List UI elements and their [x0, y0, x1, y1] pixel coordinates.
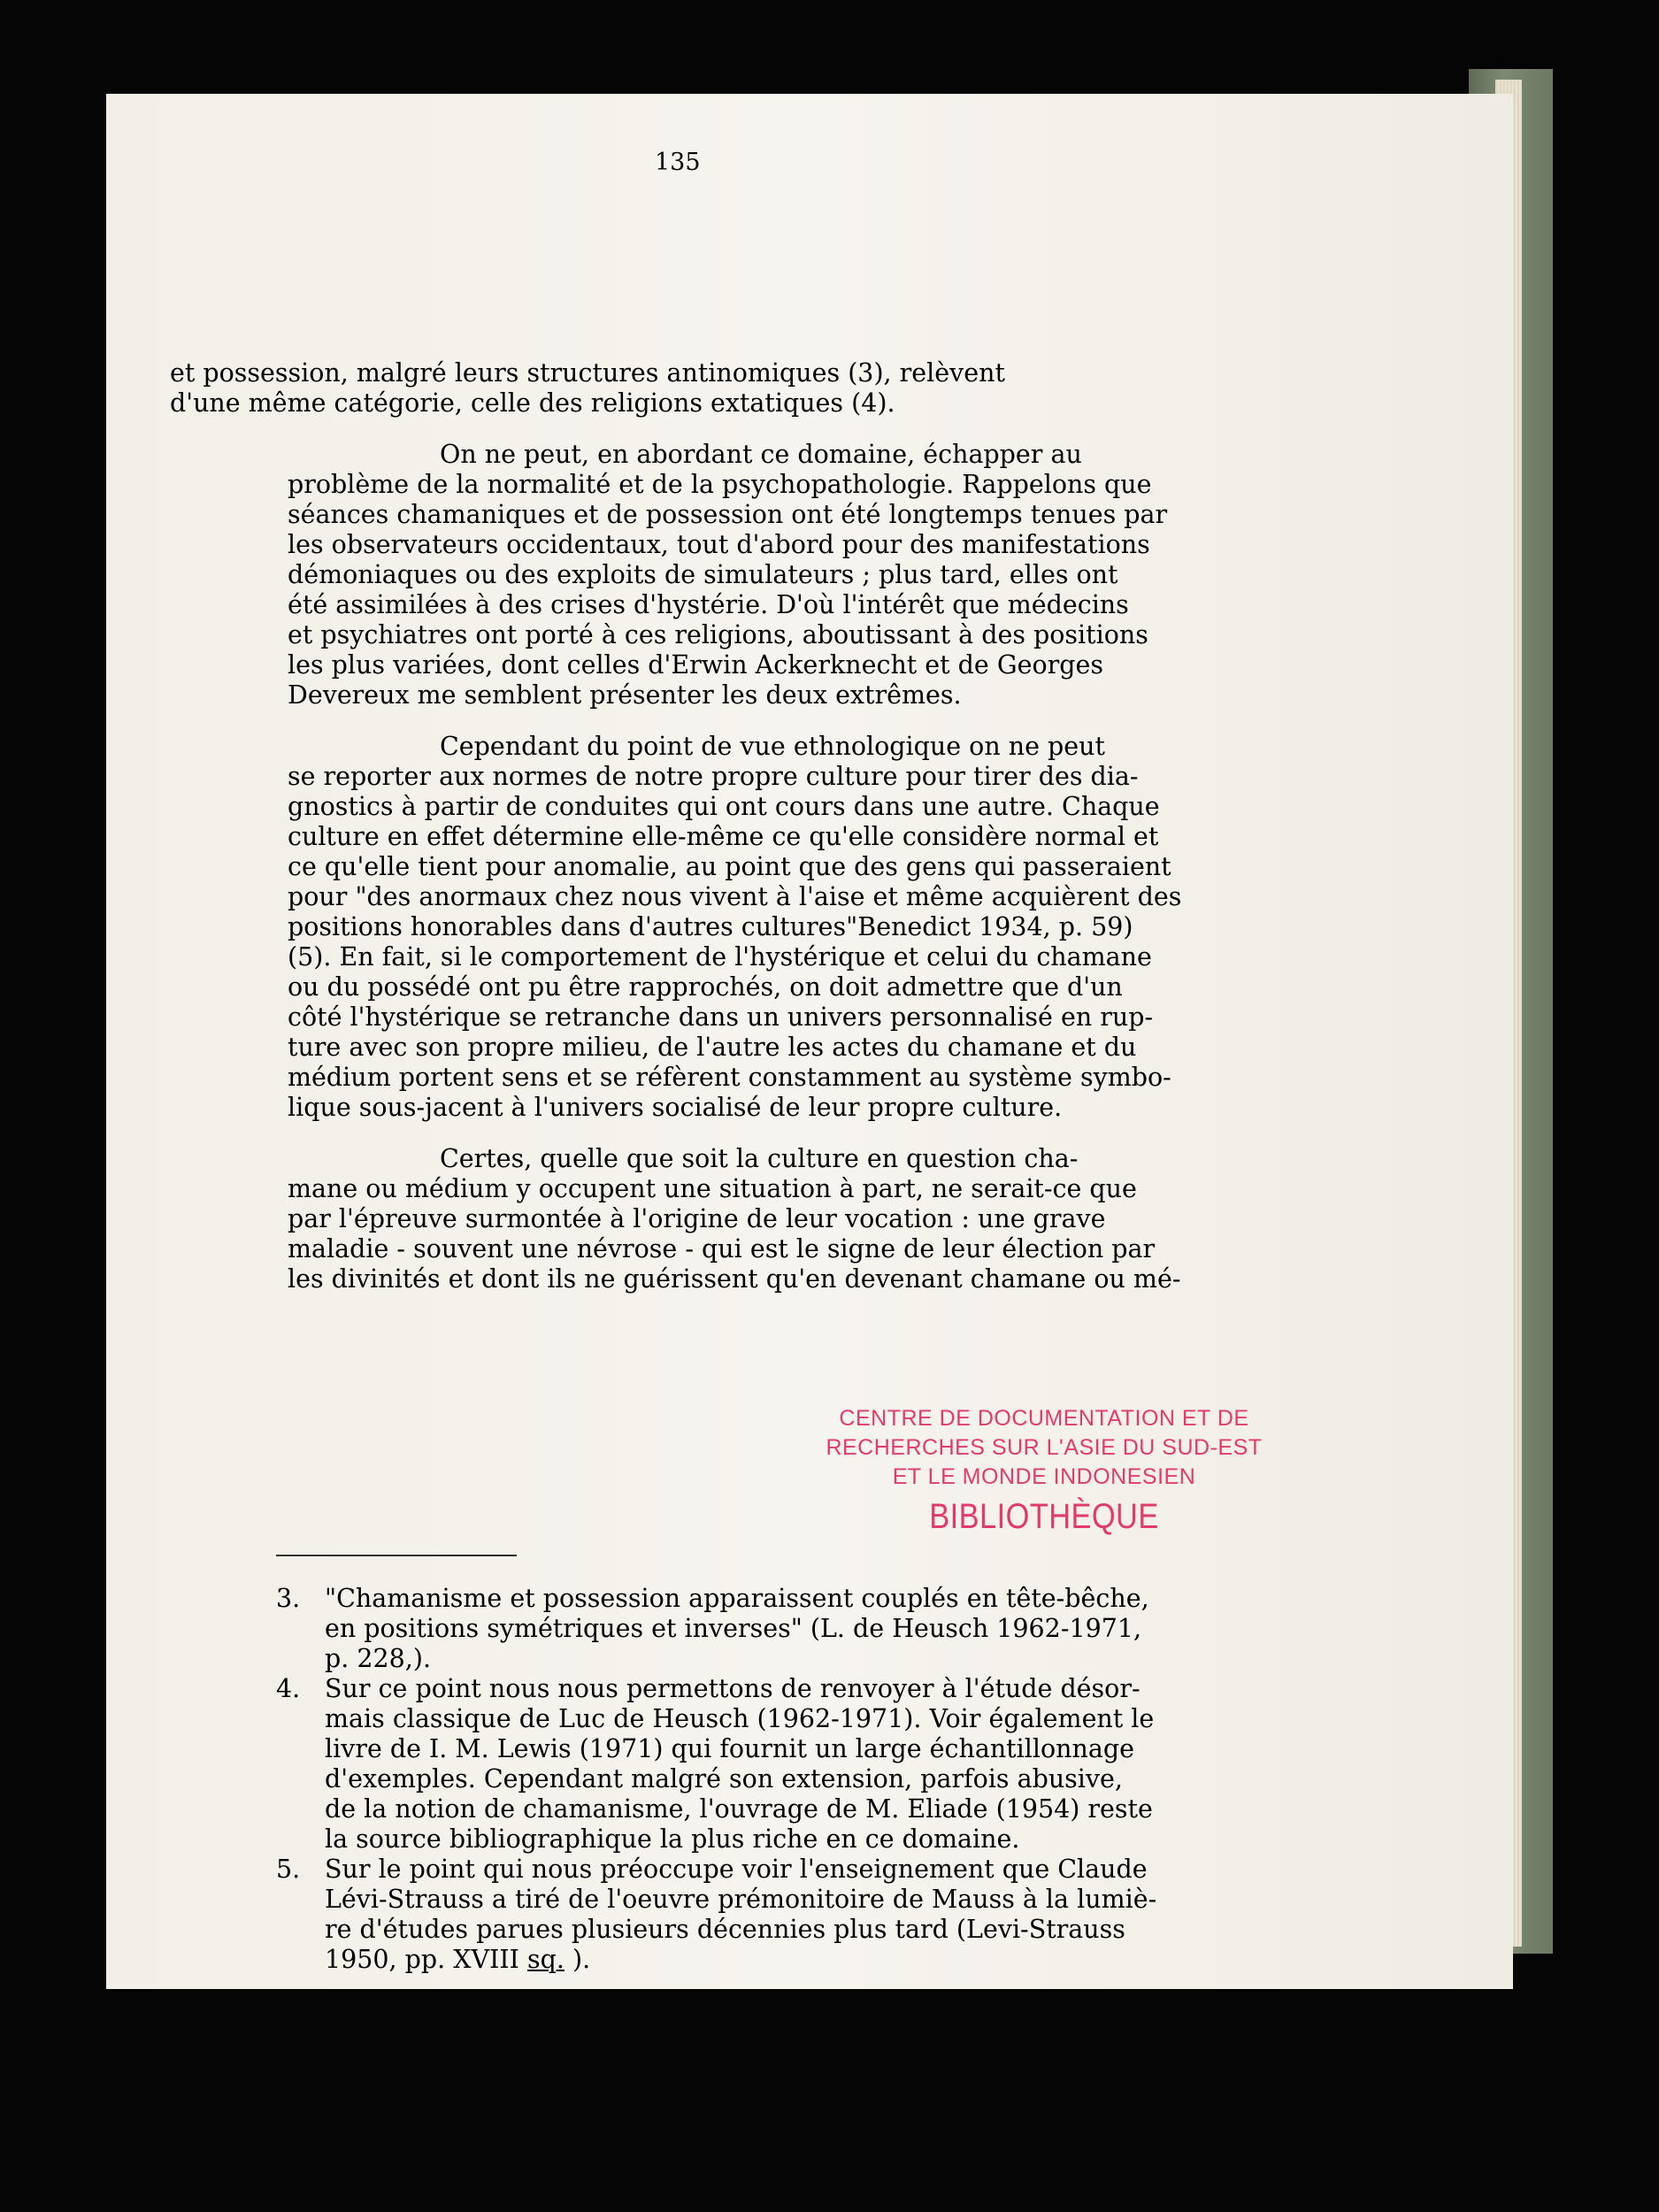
footnotes: [276, 1584, 1338, 1975]
text-line: d'une même catégorie, celle des religions extatiques (4).: [170, 388, 895, 418]
text-line: séances chamaniques et de possession ont été longtemps tenues par: [288, 500, 1168, 529]
text-line: Certes, quelle que soit la culture en question cha-: [440, 1144, 1079, 1173]
footnote-number: 5.: [276, 1855, 301, 1884]
text-line: en positions symétriques et inverses" (L. de Heusch 1962-1971,: [325, 1614, 1142, 1643]
text-line: On ne peut, en abordant ce domaine, échapper au: [440, 440, 1082, 469]
page-number: 135: [655, 149, 701, 176]
text-line: culture en effet détermine elle-même ce qu'elle considère normal et: [288, 822, 1159, 851]
footnote-4: [276, 1674, 1338, 1855]
text-line: lique sous-jacent à l'univers socialisé de leur propre culture.: [288, 1093, 1063, 1122]
stamp-title: BIBLIOTHÈQUE: [929, 1497, 1159, 1536]
text-line: côté l'hystérique se retranche dans un univers personnalisé en rup-: [288, 1002, 1154, 1032]
stamp-line: CENTRE DE DOCUMENTATION ET DE: [839, 1406, 1249, 1431]
text-line: de la notion de chamanisme, l'ouvrage de M. Eliade (1954) reste: [325, 1794, 1153, 1824]
library-stamp: [801, 1404, 1287, 1538]
text-line: médium portent sens et se réfèrent constamment au système symbo-: [288, 1063, 1171, 1092]
body-text: [170, 358, 1182, 1316]
text-line: livre de I. M. Lewis (1971) qui fournit un large échantillonnage: [325, 1734, 1134, 1763]
text-line: par l'épreuve surmontée à l'origine de leur vocation : une grave: [288, 1204, 1106, 1233]
text-line: ou du possédé ont pu être rapprochés, on doit admettre que d'un: [288, 972, 1123, 1002]
stamp-line: RECHERCHES SUR L'ASIE DU SUD-EST: [826, 1435, 1263, 1460]
text-line: démoniaques ou des exploits de simulateurs ; plus tard, elles ont: [288, 560, 1118, 589]
text-line: "Chamanisme et possession apparaissent couplés en tête-bêche,: [325, 1584, 1149, 1613]
footnote-rule: [276, 1555, 517, 1556]
text-line: (5). En fait, si le comportement de l'hystérique et celui du chamane: [288, 942, 1152, 972]
text-line: re d'études parues plusieurs décennies plus tard (Levi-Strauss: [325, 1915, 1125, 1944]
footnote-3: [276, 1584, 1338, 1674]
text-line: ture avec son propre milieu, de l'autre les actes du chamane et du: [288, 1033, 1137, 1062]
text-line: et psychiatres ont porté à ces religions, aboutissant à des positions: [288, 620, 1148, 649]
footnote-number: 4.: [276, 1674, 301, 1703]
text-line: Devereux me semblent présenter les deux extrêmes.: [288, 680, 962, 710]
footnote-number: 3.: [276, 1584, 301, 1613]
text-line: ce qu'elle tient pour anomalie, au point que des gens qui passeraient: [288, 852, 1171, 881]
text-line: se reporter aux normes de notre propre culture pour tirer des dia-: [288, 762, 1139, 791]
text-line: [325, 1945, 1338, 1975]
text-line: Sur ce point nous nous permettons de renvoyer à l'étude désor-: [325, 1674, 1141, 1703]
text-line: d'exemples. Cependant malgré son extension, parfois abusive,: [325, 1764, 1123, 1793]
text-line: maladie - souvent une névrose - qui est le signe de leur élection par: [288, 1234, 1156, 1263]
underlined-abbreviation: sq.: [526, 1945, 565, 1974]
text-line: Cependant du point de vue ethnologique on ne peut: [440, 732, 1105, 761]
paragraph-3: [288, 732, 1188, 1123]
text-line: positions honorables dans d'autres cultures"Benedict 1934, p. 59): [288, 912, 1133, 941]
text-line: problème de la normalité et de la psychopathologie. Rappelons que: [288, 470, 1152, 499]
text-line: les divinités et dont ils ne guérissent qu'en devenant chamane ou mé-: [288, 1264, 1181, 1294]
text-line: Lévi-Strauss a tiré de l'oeuvre prémonitoire de Mauss à la lumiè-: [325, 1885, 1157, 1914]
text-line: pour "des anormaux chez nous vivent à l'aise et même acquièrent des: [288, 882, 1182, 911]
text-fragment: ).: [564, 1945, 591, 1974]
text-line: Sur le point qui nous préoccupe voir l'enseignement que Claude: [325, 1855, 1148, 1884]
text-line: été assimilées à des crises d'hystérie. D'où l'intérêt que médecins: [288, 590, 1129, 619]
text-line: et possession, malgré leurs structures antinomiques (3), relèvent: [170, 358, 1005, 388]
text-line: mais classique de Luc de Heusch (1962-1971). Voir également le: [325, 1704, 1155, 1733]
text-line: les observateurs occidentaux, tout d'abord pour des manifestations: [288, 530, 1150, 559]
stamp-line: ET LE MONDE INDONESIEN: [892, 1464, 1196, 1489]
footnote-5: [276, 1855, 1338, 1975]
text-line: les plus variées, dont celles d'Erwin Ackerknecht et de Georges: [288, 650, 1104, 680]
paragraph-2: [288, 440, 1188, 710]
text-line: gnostics à partir de conduites qui ont cours dans une autre. Chaque: [288, 792, 1160, 821]
text-line: p. 228,).: [325, 1644, 431, 1673]
paragraph-1: [170, 358, 1170, 419]
text-fragment: 1950, pp. XVIII: [325, 1945, 527, 1974]
text-line: mane ou médium y occupent une situation à part, ne serait-ce que: [288, 1174, 1137, 1203]
paragraph-4: [288, 1144, 1188, 1294]
text-line: la source bibliographique la plus riche en ce domaine.: [325, 1824, 1020, 1854]
